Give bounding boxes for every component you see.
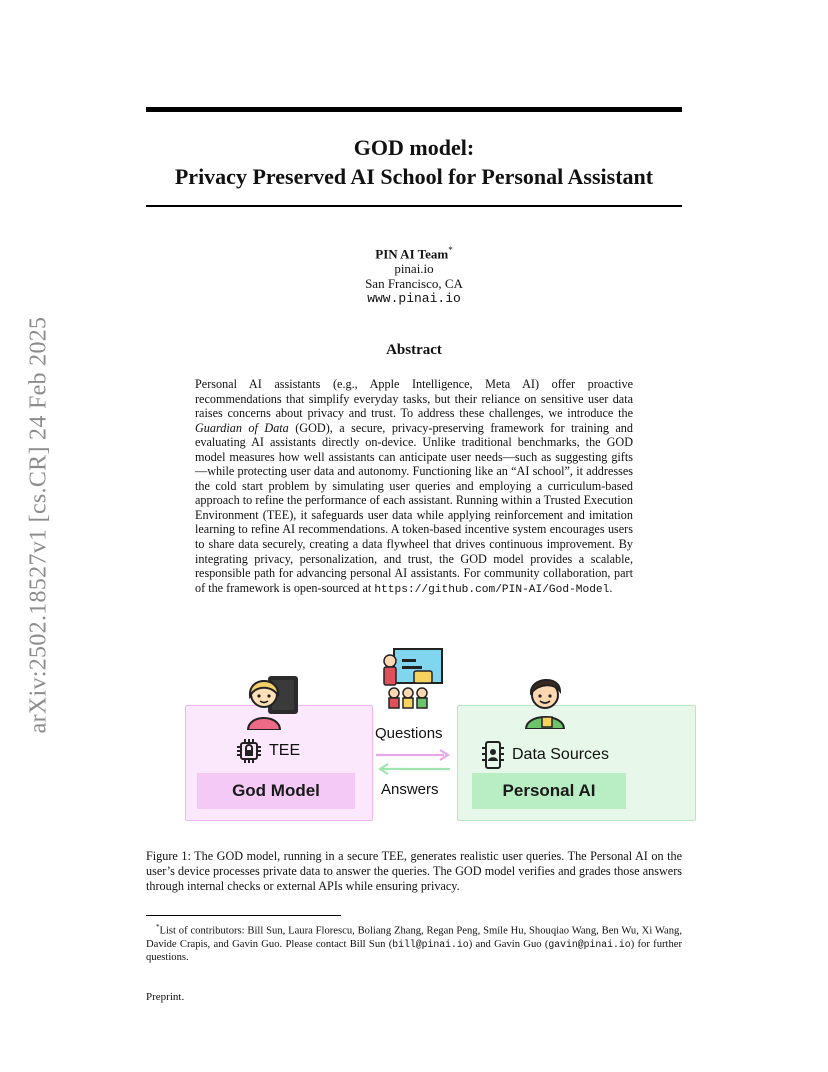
author-affiliation: pinai.io (394, 261, 434, 277)
author-footnote-mark: * (448, 245, 453, 255)
abstract-body (195, 377, 633, 597)
author-block (146, 243, 682, 306)
data-sources-row (480, 740, 609, 770)
paper-title (146, 133, 682, 191)
answers-label: Answers (381, 781, 439, 798)
personal-ai-label: Personal AI (502, 781, 596, 800)
abstract-text-2: (GOD), a secure, privacy-preserving framework for training and evaluating AI assistants directly on-device. Unlike traditional benchmarks, the GOD model measures how well assistants can anticipate user needs—such as suggesting gifts—while protecting user data and autonomy. Functioning like an “AI school”, it addresses the cold start problem by simulating user queries and employing a curriculum-based approach to refine the performance of each assistant. Running within a Trusted Execution Environment (TEE), it safeguards user data while applying reinforcement and imitation learning to refine AI recommendations. A token-based incentive system encourages users to share data securely, creating a data flywheel that drives continuous improvement. By integrating privacy, personalization, and trust, the GOD model provides a scalable, responsible path for advancing personal AI assistants. For community collaboration, part of the framework is open-sourced at (195, 420, 633, 595)
author-team (146, 243, 682, 261)
footnote-rule (146, 915, 341, 916)
paper-title-line1: GOD model: (353, 135, 475, 160)
classroom-icon (380, 647, 446, 709)
figure-diagram (180, 645, 700, 825)
abstract-guardian-term: Guardian of Data (195, 420, 289, 435)
tee-label-row (235, 737, 300, 765)
answers-arrow (376, 763, 452, 775)
footnote-mark: * (156, 923, 160, 931)
god-model-label: God Model (232, 781, 320, 800)
author-team-name: PIN AI Team (375, 246, 449, 262)
footnote-text-3: ) for further questions. (146, 938, 682, 963)
arxiv-identifier-stamp (22, 290, 56, 760)
student-icon (518, 669, 576, 729)
god-model-box (197, 773, 355, 809)
preprint-label: Preprint. (146, 991, 185, 1003)
security-chip-icon (235, 737, 263, 765)
abstract-text-1: Personal AI assistants (e.g., Apple Intelligence, Meta AI) offer proactive recommendations that simplify everyday tasks, but their reliance on sensitive user data raises concerns about privacy and trust. To address these challenges, we introduce the (195, 377, 633, 421)
abstract-heading: Abstract (386, 342, 442, 358)
footnote-text-2: ) and Gavin Guo ( (468, 938, 549, 950)
abstract-repo-link[interactable]: https://github.com/PIN-AI/God-Model (374, 583, 610, 596)
author-website-link[interactable]: www.pinai.io (367, 291, 461, 307)
tee-label: TEE (269, 742, 301, 759)
arxiv-identifier-text: arXiv:2502.18527v1 [cs.CR] 24 Feb 2025 (25, 316, 52, 734)
figure-caption: Figure 1: The GOD model, running in a secure TEE, generates realistic user queries. The Personal AI on the user’s device processes private data to answer the queries. The GOD model verifies and grades those answers through internal checks or external APIs while ensuring privacy. (146, 849, 682, 893)
title-rule-top (146, 107, 682, 112)
email-link-bill[interactable]: bill@pinai.io (392, 938, 469, 950)
data-sources-label: Data Sources (512, 746, 609, 763)
paper-title-line2: Privacy Preserved AI School for Personal Assistant (174, 164, 654, 189)
questions-label: Questions (375, 725, 443, 742)
abstract-text-end: . (609, 580, 613, 595)
title-rule-bottom (146, 205, 682, 207)
questions-arrow (376, 749, 452, 761)
phone-data-icon (480, 740, 506, 770)
contributors-footnote (146, 921, 682, 964)
footnote-text-1: List of contributors: Bill Sun, Laura Florescu, Boliang Zhang, Regan Peng, Smile Hu, Shouqiao Wang, Ben Wu, Xi Wang, Davide Crapis, and Gavin Guo. Please contact Bill Sun ( (146, 925, 682, 950)
personal-ai-box (472, 773, 626, 809)
teacher-icon (240, 670, 310, 730)
author-location: San Francisco, CA (365, 276, 463, 292)
email-link-gavin[interactable]: gavin@pinai.io (548, 938, 631, 950)
